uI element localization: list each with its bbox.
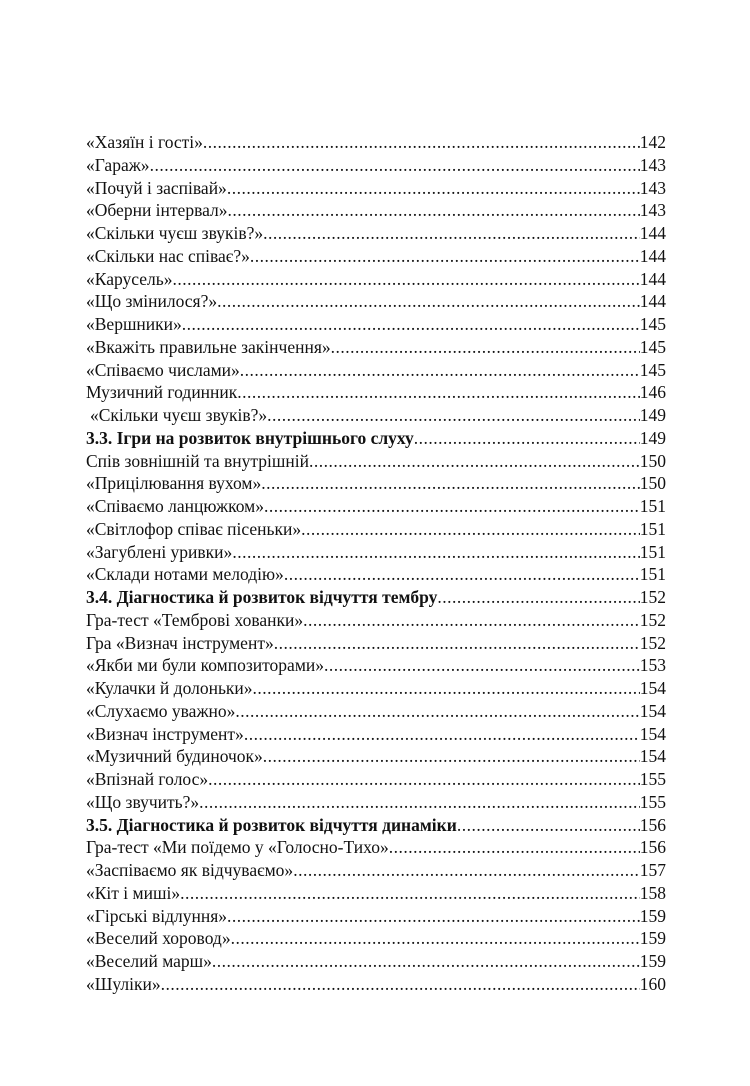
toc-entry-title: «Заспіваємо як відчуваємо» <box>86 860 294 880</box>
toc-leader-dots <box>235 700 639 723</box>
toc-leader-dots <box>212 950 640 973</box>
toc-leader-dots <box>182 313 640 336</box>
toc-entry <box>86 791 666 814</box>
toc-entry-title: «Карусель» <box>86 268 173 289</box>
toc-entry <box>86 700 666 723</box>
toc-leader-dots <box>457 814 640 837</box>
toc-entry-title: «Співаємо числами» <box>86 359 240 380</box>
toc-page-number: 158 <box>639 882 666 903</box>
toc-entry <box>86 609 666 632</box>
toc-page-number: 153 <box>639 655 666 676</box>
toc-page-number: 143 <box>639 154 666 175</box>
toc-leader-dots <box>303 609 640 632</box>
toc-section-heading <box>86 586 666 609</box>
toc-page-number: 156 <box>639 837 666 858</box>
toc-entry <box>86 245 666 268</box>
toc-entry <box>86 677 666 700</box>
toc-entry-title: «Гірські відлуння» <box>86 905 228 926</box>
toc-entry-title: «Хазяїн і гості» <box>86 132 203 152</box>
toc-entry-title: «Гараж» <box>86 154 150 175</box>
toc-leader-dots <box>389 836 640 859</box>
toc-leader-dots <box>263 222 640 245</box>
toc-page-number: 151 <box>639 564 666 585</box>
toc-entry <box>86 745 666 768</box>
toc-leader-dots <box>231 927 640 950</box>
toc-entry <box>86 199 666 222</box>
toc-entry-title: «Прицілювання вухом» <box>86 473 262 494</box>
toc-entry-title: «Співаємо ланцюжком» <box>86 496 264 516</box>
toc-entry-title: 3.4. Діагностика й розвиток відчуття тембру <box>86 587 438 607</box>
toc-page-number: 143 <box>639 177 666 198</box>
toc-entry-title: «Вкажіть правильне закінчення» <box>86 336 331 357</box>
toc-entry-title: «Слухаємо уважно» <box>86 700 236 721</box>
toc-entry-title: «Веселий хоровод» <box>86 928 231 949</box>
toc-page-number: 156 <box>639 814 666 835</box>
toc-entry-title: «Що звучить?» <box>86 791 200 812</box>
toc-entry <box>86 654 666 677</box>
toc-page-number: 144 <box>639 223 666 243</box>
toc-page-number: 159 <box>639 928 666 949</box>
toc-leader-dots <box>293 859 640 882</box>
toc-entry <box>86 336 666 359</box>
toc-page-number: 145 <box>639 336 666 357</box>
toc-leader-dots <box>217 290 640 313</box>
toc-page-number: 152 <box>639 587 666 607</box>
toc-leader-dots <box>324 654 640 677</box>
toc-leader-dots <box>309 450 640 473</box>
toc-page-number: 154 <box>639 746 666 767</box>
toc-entry <box>86 495 666 518</box>
toc-entry <box>86 472 666 495</box>
toc-entry-title: «Скільки чуєш звуків?» <box>90 405 268 425</box>
toc-entry-title: Музичний годинник <box>86 382 238 403</box>
toc-leader-dots <box>253 677 640 700</box>
toc-entry-title: «Кулачки й долоньки» <box>86 678 253 698</box>
toc-page-number: 155 <box>639 769 666 789</box>
toc-leader-dots <box>228 199 640 222</box>
toc-leader-dots <box>240 359 640 382</box>
toc-entry-title: «Скільки нас співає?» <box>86 245 250 266</box>
toc-entry <box>86 404 666 427</box>
toc-page-number: 154 <box>639 700 666 721</box>
toc-leader-dots <box>237 381 639 404</box>
toc-page-number: 150 <box>639 450 666 471</box>
toc-section-heading <box>86 814 666 837</box>
toc-leader-dots <box>250 245 640 268</box>
toc-entry <box>86 268 666 291</box>
toc-page-number: 144 <box>639 291 666 312</box>
toc-leader-dots <box>263 745 640 768</box>
toc-page-number: 142 <box>639 132 666 152</box>
toc-entry-title: 3.3. Ігри на розвиток внутрішнього слуху <box>86 427 414 448</box>
toc-leader-dots <box>199 791 640 814</box>
toc-page-number: 145 <box>639 314 666 334</box>
toc-entry-title: «Якби ми були композиторами» <box>86 655 325 676</box>
toc-entry-title: «Музичний будиночок» <box>86 746 263 767</box>
toc-leader-dots <box>172 268 639 291</box>
toc-entry <box>86 973 666 996</box>
toc-leader-dots <box>161 973 640 996</box>
toc-entry-title: «Скільки чуєш звуків?» <box>86 223 264 243</box>
toc-leader-dots <box>261 472 640 495</box>
toc-entry-title: «Оберни інтервал» <box>86 200 228 221</box>
toc-entry <box>86 882 666 905</box>
toc-page-number: 144 <box>639 245 666 266</box>
toc-entry-title: «Веселий марш» <box>86 951 212 971</box>
toc-page-number: 159 <box>639 951 666 971</box>
toc-page-number: 149 <box>639 427 666 448</box>
toc-entry <box>86 359 666 382</box>
toc-entry-title: «Склади нотами мелодію» <box>86 564 284 585</box>
toc-entry-title: «Загублені уривки» <box>86 541 233 562</box>
toc-entry-title: «Кіт і миші» <box>86 882 181 903</box>
toc-page-number: 151 <box>639 518 666 539</box>
toc-entry <box>86 859 666 882</box>
toc-entry <box>86 222 666 245</box>
toc-leader-dots <box>437 586 639 609</box>
toc-entry <box>86 177 666 200</box>
toc-page-number: 160 <box>639 973 666 994</box>
table-of-contents <box>86 131 666 996</box>
toc-entry <box>86 768 666 791</box>
toc-entry <box>86 563 666 586</box>
toc-leader-dots <box>301 518 640 541</box>
toc-leader-dots <box>264 495 640 518</box>
toc-page-number: 154 <box>639 723 666 744</box>
toc-leader-dots <box>203 131 640 154</box>
toc-entry <box>86 518 666 541</box>
toc-page-number: 159 <box>639 905 666 926</box>
toc-page-number: 146 <box>639 382 666 403</box>
toc-entry <box>86 381 666 404</box>
toc-leader-dots <box>208 768 640 791</box>
toc-leader-dots <box>227 905 640 928</box>
toc-entry-title: «Визнач інструмент» <box>86 723 244 744</box>
toc-entry-title: «Світлофор співає пісеньки» <box>86 518 302 539</box>
toc-entry <box>86 632 666 655</box>
toc-entry <box>86 836 666 859</box>
toc-page-number: 157 <box>639 860 666 880</box>
toc-entry <box>86 927 666 950</box>
toc-entry <box>86 290 666 313</box>
toc-entry-title: Спів зовнішній та внутрішній <box>86 450 309 471</box>
toc-entry-title: Гра-тест «Ми поїдемо у «Голосно-Тихо» <box>86 837 389 858</box>
toc-page-number: 149 <box>639 405 666 425</box>
toc-entry-title: 3.5. Діагностика й розвиток відчуття динаміки <box>86 814 457 835</box>
toc-entry <box>86 905 666 928</box>
toc-page-number: 151 <box>639 541 666 562</box>
toc-page-number: 151 <box>639 496 666 516</box>
toc-leader-dots <box>244 723 640 746</box>
toc-entry-title: Гра «Визнач інструмент» <box>86 632 274 653</box>
toc-page-number: 143 <box>639 200 666 221</box>
toc-leader-dots <box>227 177 640 200</box>
toc-entry-title: «Впізнай голос» <box>86 769 209 789</box>
toc-entry <box>86 950 666 973</box>
toc-entry-title: «Що змінилося?» <box>86 291 218 312</box>
toc-leader-dots <box>274 632 640 655</box>
toc-entry <box>86 154 666 177</box>
toc-leader-dots <box>180 882 640 905</box>
toc-page-number: 152 <box>639 609 666 630</box>
toc-leader-dots <box>150 154 640 177</box>
toc-leader-dots <box>267 404 640 427</box>
toc-entry <box>86 723 666 746</box>
toc-entry-title: «Шуліки» <box>86 973 161 994</box>
toc-entry-title: «Почуй і заспівай» <box>86 177 227 198</box>
toc-page-number: 144 <box>639 268 666 289</box>
toc-entry <box>86 131 666 154</box>
toc-leader-dots <box>232 541 639 564</box>
toc-entry <box>86 541 666 564</box>
toc-page-number: 152 <box>639 632 666 653</box>
toc-section-heading <box>86 427 666 450</box>
toc-leader-dots <box>331 336 640 359</box>
toc-entry <box>86 450 666 473</box>
toc-page-number: 150 <box>639 473 666 494</box>
toc-page-number: 145 <box>639 359 666 380</box>
toc-page-number: 154 <box>639 678 666 698</box>
toc-leader-dots <box>414 427 640 450</box>
toc-entry-title: Гра-тест «Темброві хованки» <box>86 609 304 630</box>
toc-entry <box>86 313 666 336</box>
toc-leader-dots <box>284 563 640 586</box>
toc-entry-title: «Вершники» <box>86 314 182 334</box>
toc-page-number: 155 <box>639 791 666 812</box>
